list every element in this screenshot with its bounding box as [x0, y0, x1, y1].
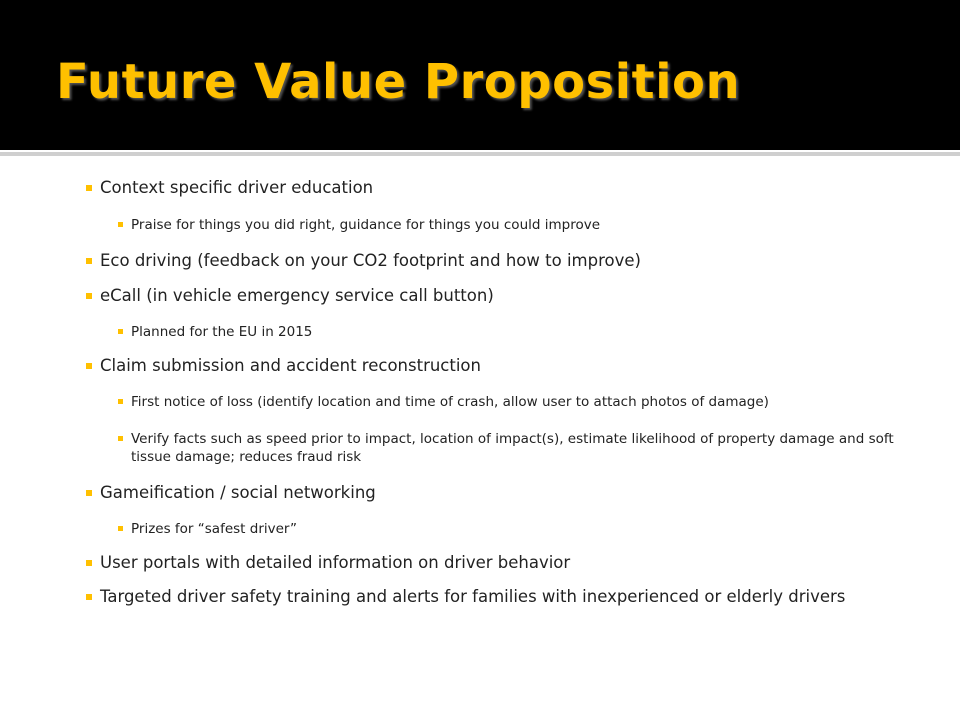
- square-bullet-icon: [118, 526, 123, 531]
- bullet-item: [100, 355, 880, 376]
- square-bullet-icon: [86, 185, 92, 191]
- sub-bullet-item: [131, 393, 911, 411]
- sub-bullet-item: [131, 430, 911, 466]
- bullet-text: First notice of loss (identify location and time of crash, allow user to attach photos of damage): [131, 394, 769, 410]
- bullet-item: [100, 285, 880, 306]
- square-bullet-icon: [86, 490, 92, 496]
- bullet-text: eCall (in vehicle emergency service call button): [100, 286, 494, 305]
- bullet-text: Eco driving (feedback on your CO2 footprint and how to improve): [100, 251, 641, 270]
- square-bullet-icon: [118, 222, 123, 227]
- square-bullet-icon: [86, 293, 92, 299]
- square-bullet-icon: [118, 329, 123, 334]
- bullet-text: Planned for the EU in 2015: [131, 324, 313, 340]
- bullet-text: Context specific driver education: [100, 178, 374, 197]
- bullet-item: [100, 177, 880, 198]
- square-bullet-icon: [86, 594, 92, 600]
- bullet-text: Claim submission and accident reconstruction: [100, 356, 481, 375]
- bullet-text: User portals with detailed information on driver behavior: [100, 553, 571, 572]
- bullet-item: [100, 482, 880, 503]
- sub-bullet-item: [131, 323, 911, 341]
- bullet-item: [100, 586, 880, 607]
- square-bullet-icon: [86, 258, 92, 264]
- bullet-text: Gameification / social networking: [100, 483, 376, 502]
- square-bullet-icon: [86, 363, 92, 369]
- bullet-text: Praise for things you did right, guidance for things you could improve: [131, 217, 601, 233]
- square-bullet-icon: [118, 399, 123, 404]
- bullet-text: Targeted driver safety training and alerts for families with inexperienced or elderly drivers: [100, 587, 846, 606]
- sub-bullet-item: [131, 216, 911, 234]
- slide-title: Future Value Proposition: [56, 54, 741, 110]
- square-bullet-icon: [118, 436, 123, 441]
- bullet-item: [100, 552, 880, 573]
- bullet-text: Verify facts such as speed prior to impact, location of impact(s), estimate likelihood of property damage and soft tissue damage; reduces fraud risk: [131, 431, 894, 465]
- bullet-item: [100, 250, 880, 271]
- sub-bullet-item: [131, 520, 911, 538]
- bullet-text: Prizes for “safest driver”: [131, 521, 298, 537]
- square-bullet-icon: [86, 560, 92, 566]
